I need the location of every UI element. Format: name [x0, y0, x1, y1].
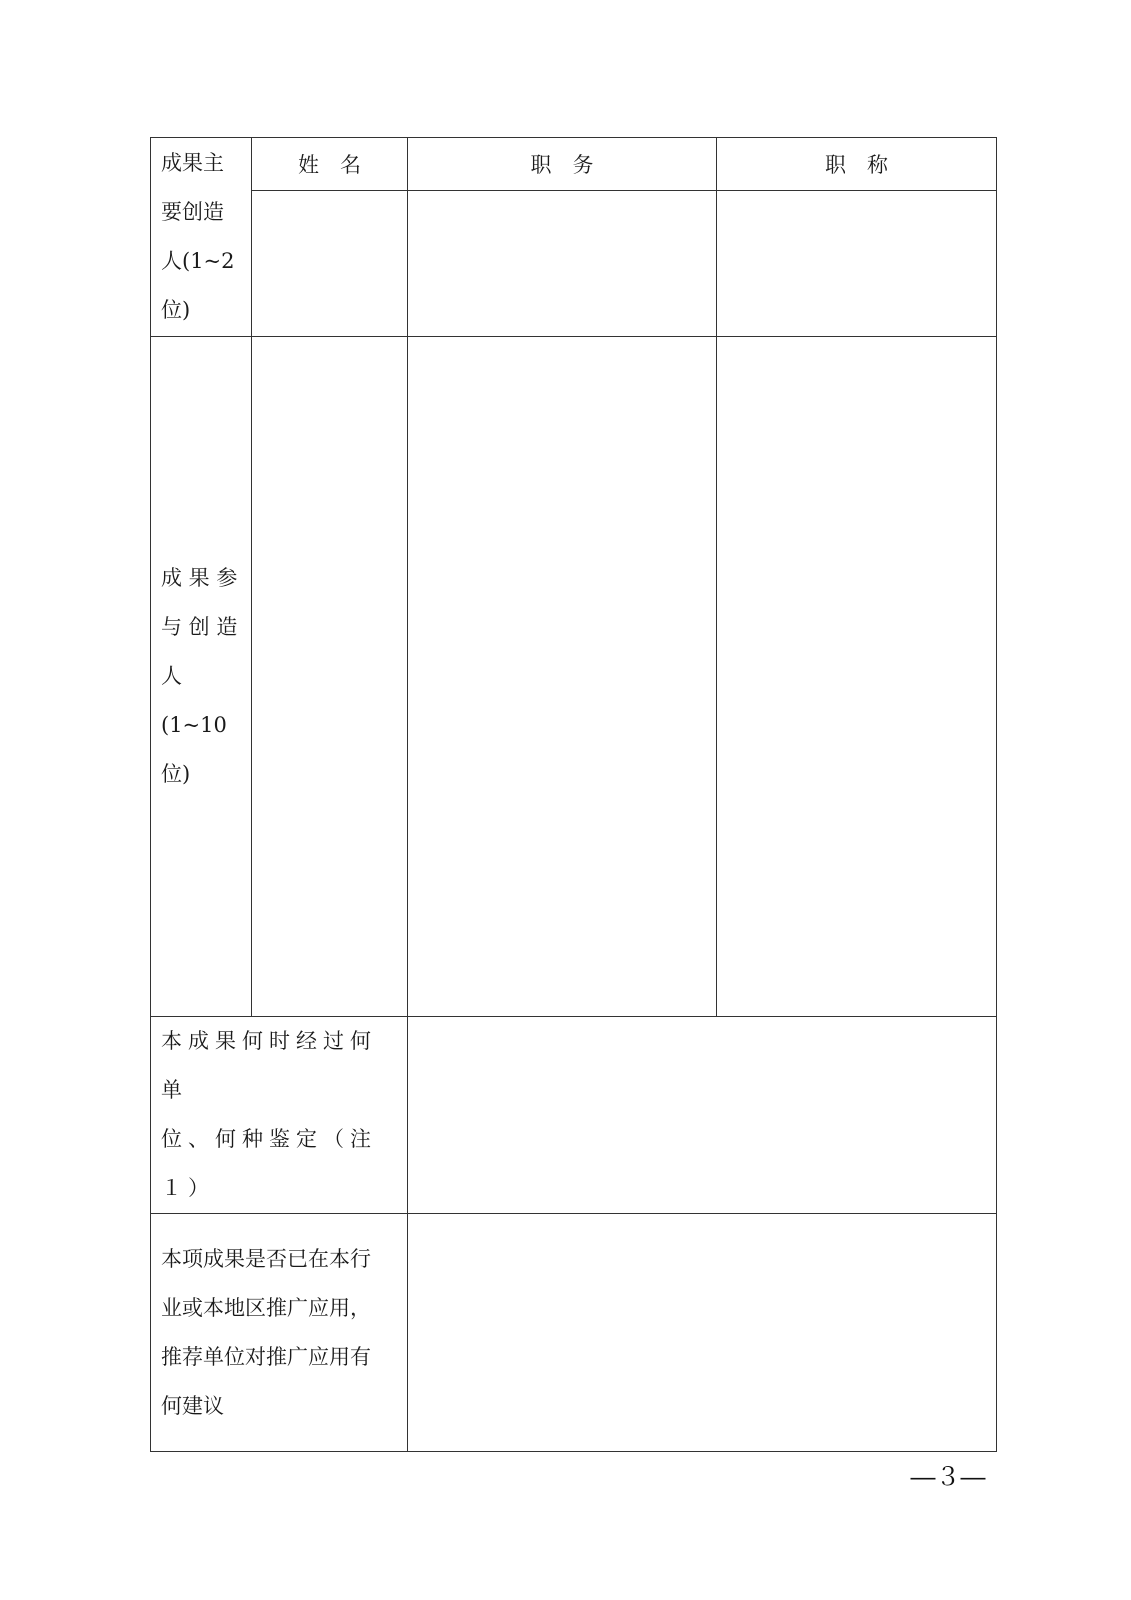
appraisal-label-line-2: 位、何种鉴定（注１） [161, 1127, 377, 1200]
position-header-text: 职 务 [530, 153, 594, 177]
appraisal-label [151, 1017, 408, 1214]
name-header-text: 姓 名 [298, 153, 361, 177]
position-column-header [408, 138, 717, 191]
main-creator-position-field[interactable] [408, 191, 717, 337]
title-column-header [717, 138, 997, 191]
promotion-label-line-3: 推荐单位对推广应用有 [161, 1344, 371, 1369]
main-creators-label-line-3: 人(1~2 [161, 249, 235, 273]
appraisal-label-line-1: 本成果何时经过何单 [161, 1029, 377, 1102]
award-application-form-table [150, 137, 997, 1452]
promotion-label-line-2: 业或本地区推广应用， [161, 1295, 371, 1320]
main-creators-label [151, 138, 252, 337]
participants-label-line-3: 人(1~10 [161, 664, 227, 737]
main-creators-label-line-4: 位) [161, 298, 191, 322]
promotion-label-line-4: 何建议 [161, 1393, 224, 1418]
participant-name-field[interactable] [252, 337, 408, 1017]
main-creators-label-line-2: 要创造 [161, 200, 224, 224]
title-header-text: 职 称 [825, 153, 888, 177]
promotion-label-line-1: 本项成果是否已在本行 [161, 1246, 371, 1271]
main-creator-title-field[interactable] [717, 191, 997, 337]
participants-label-line-2: 与 创 造 [161, 615, 238, 639]
name-column-header [252, 138, 408, 191]
page-number: —３— [910, 1463, 986, 1491]
main-creator-name-field[interactable] [252, 191, 408, 337]
main-creators-label-line-1: 成果主 [161, 151, 224, 175]
participant-title-field[interactable] [717, 337, 997, 1017]
participant-position-field[interactable] [408, 337, 717, 1017]
participants-label-line-4: 位) [161, 762, 191, 786]
promotion-field[interactable] [408, 1214, 997, 1452]
appraisal-field[interactable] [408, 1017, 997, 1214]
participants-label-line-1: 成 果 参 [161, 566, 238, 590]
promotion-label [151, 1214, 408, 1452]
participants-label [151, 337, 252, 1017]
